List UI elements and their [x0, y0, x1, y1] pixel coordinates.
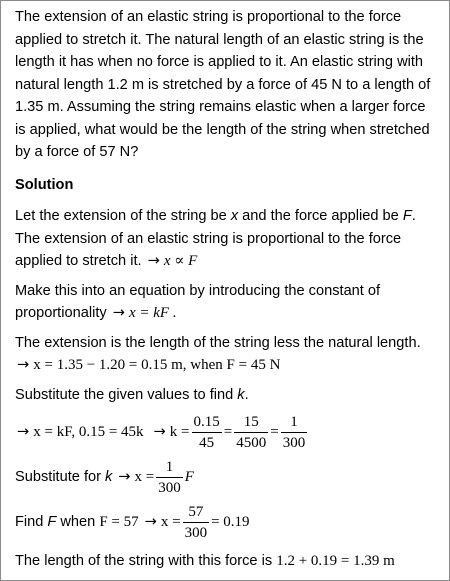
solution-step-2: [15, 280, 439, 325]
step-1-text-c: . The extension of an elastic string is proportional to the force applied to stretch it.: [15, 208, 416, 269]
step-7-text-b: when: [56, 514, 100, 531]
variable-k: k: [105, 469, 113, 486]
substitution-expression: x = kF, 0.15 = 45k: [33, 424, 144, 441]
fraction-denominator: 4500: [236, 435, 267, 451]
fraction-denominator: 300: [158, 480, 181, 496]
extension-calculation: x = 1.35 − 1.20 = 0.15 m, when F = 45 N: [33, 357, 281, 373]
solution-step-5: [15, 413, 439, 452]
step-3-text: The extension is the length of the string less the natural length.: [15, 334, 421, 351]
f-equals-57: F = 57: [99, 514, 139, 531]
variable-k: k: [237, 386, 245, 403]
right-arrow-icon: →: [147, 252, 160, 269]
x-equals: x =: [134, 469, 155, 486]
right-arrow-icon: →: [144, 513, 157, 531]
variable-f: F: [184, 469, 194, 486]
result-0-19: = 0.19: [211, 514, 250, 531]
right-arrow-icon: →: [17, 423, 30, 441]
k-equals: k =: [169, 424, 190, 441]
x-equals: x =: [160, 514, 181, 531]
solution-step-7: [15, 503, 439, 542]
fraction-0-15-over-45: [192, 413, 222, 452]
problem-statement: The extension of an elastic string is proportional to the force applied to stretch it. The natural length of an elastic string is the length it has when no force is applied to it. An elastic string with natural length 1.2 m is stretched by a force of 45 N to a length of 1.35 m. Assuming the string remains elastic when a larger force is applied, what would be the length of the string when stretched by a force of 57 N?: [15, 9, 431, 160]
equals-sign: =: [223, 424, 233, 441]
fraction-denominator: 300: [184, 525, 208, 541]
variable-f: F: [47, 514, 57, 531]
final-length-expression: 1.2 + 0.19 = 1.39 m: [276, 553, 395, 569]
fraction-numerator: 0.15: [192, 413, 222, 433]
solution-step-4: [15, 384, 439, 407]
proportionality-expression: x ∝ F: [163, 253, 198, 269]
right-arrow-icon: →: [118, 468, 131, 486]
fraction-denominator: 300: [282, 435, 306, 451]
fraction-numerator: 15: [234, 413, 268, 433]
fraction-1-over-300: [281, 413, 308, 452]
fraction-numerator: 1: [156, 458, 183, 478]
conclusion: [15, 550, 439, 573]
fraction-57-over-300: [183, 503, 210, 542]
step-1-text-a: Let the extension of the string be: [15, 208, 231, 224]
solution-step-6: [15, 458, 439, 497]
right-arrow-icon: →: [17, 356, 30, 373]
right-arrow-icon: →: [112, 304, 125, 321]
step-1-text-b: and the force applied be: [238, 208, 403, 224]
variable-x: x: [230, 208, 239, 224]
fraction-15-over-4500: [234, 413, 268, 452]
fraction-1-over-300: [156, 458, 183, 497]
solution-heading: Solution: [15, 176, 74, 193]
conclusion-text: The length of the string with this force is: [15, 553, 277, 569]
fraction-denominator: 45: [199, 435, 215, 451]
fraction-numerator: 57: [183, 503, 210, 523]
fraction-numerator: 1: [281, 413, 308, 433]
solution-step-1: [15, 205, 439, 273]
step-2-text: Make this into an equation by introducing the constant of proportionality: [15, 282, 381, 321]
solution-step-3: [15, 332, 439, 377]
step-6-text: Substitute for: [15, 469, 101, 486]
step-4-text-a: Substitute the given values to find: [15, 386, 238, 403]
right-arrow-icon: →: [153, 423, 166, 441]
step-7-text-a: Find: [15, 514, 44, 531]
variable-f: F: [402, 208, 412, 224]
equation-x-kf: x = kF .: [128, 305, 177, 321]
equals-sign: =: [270, 424, 279, 441]
step-4-text-b: .: [244, 386, 249, 403]
